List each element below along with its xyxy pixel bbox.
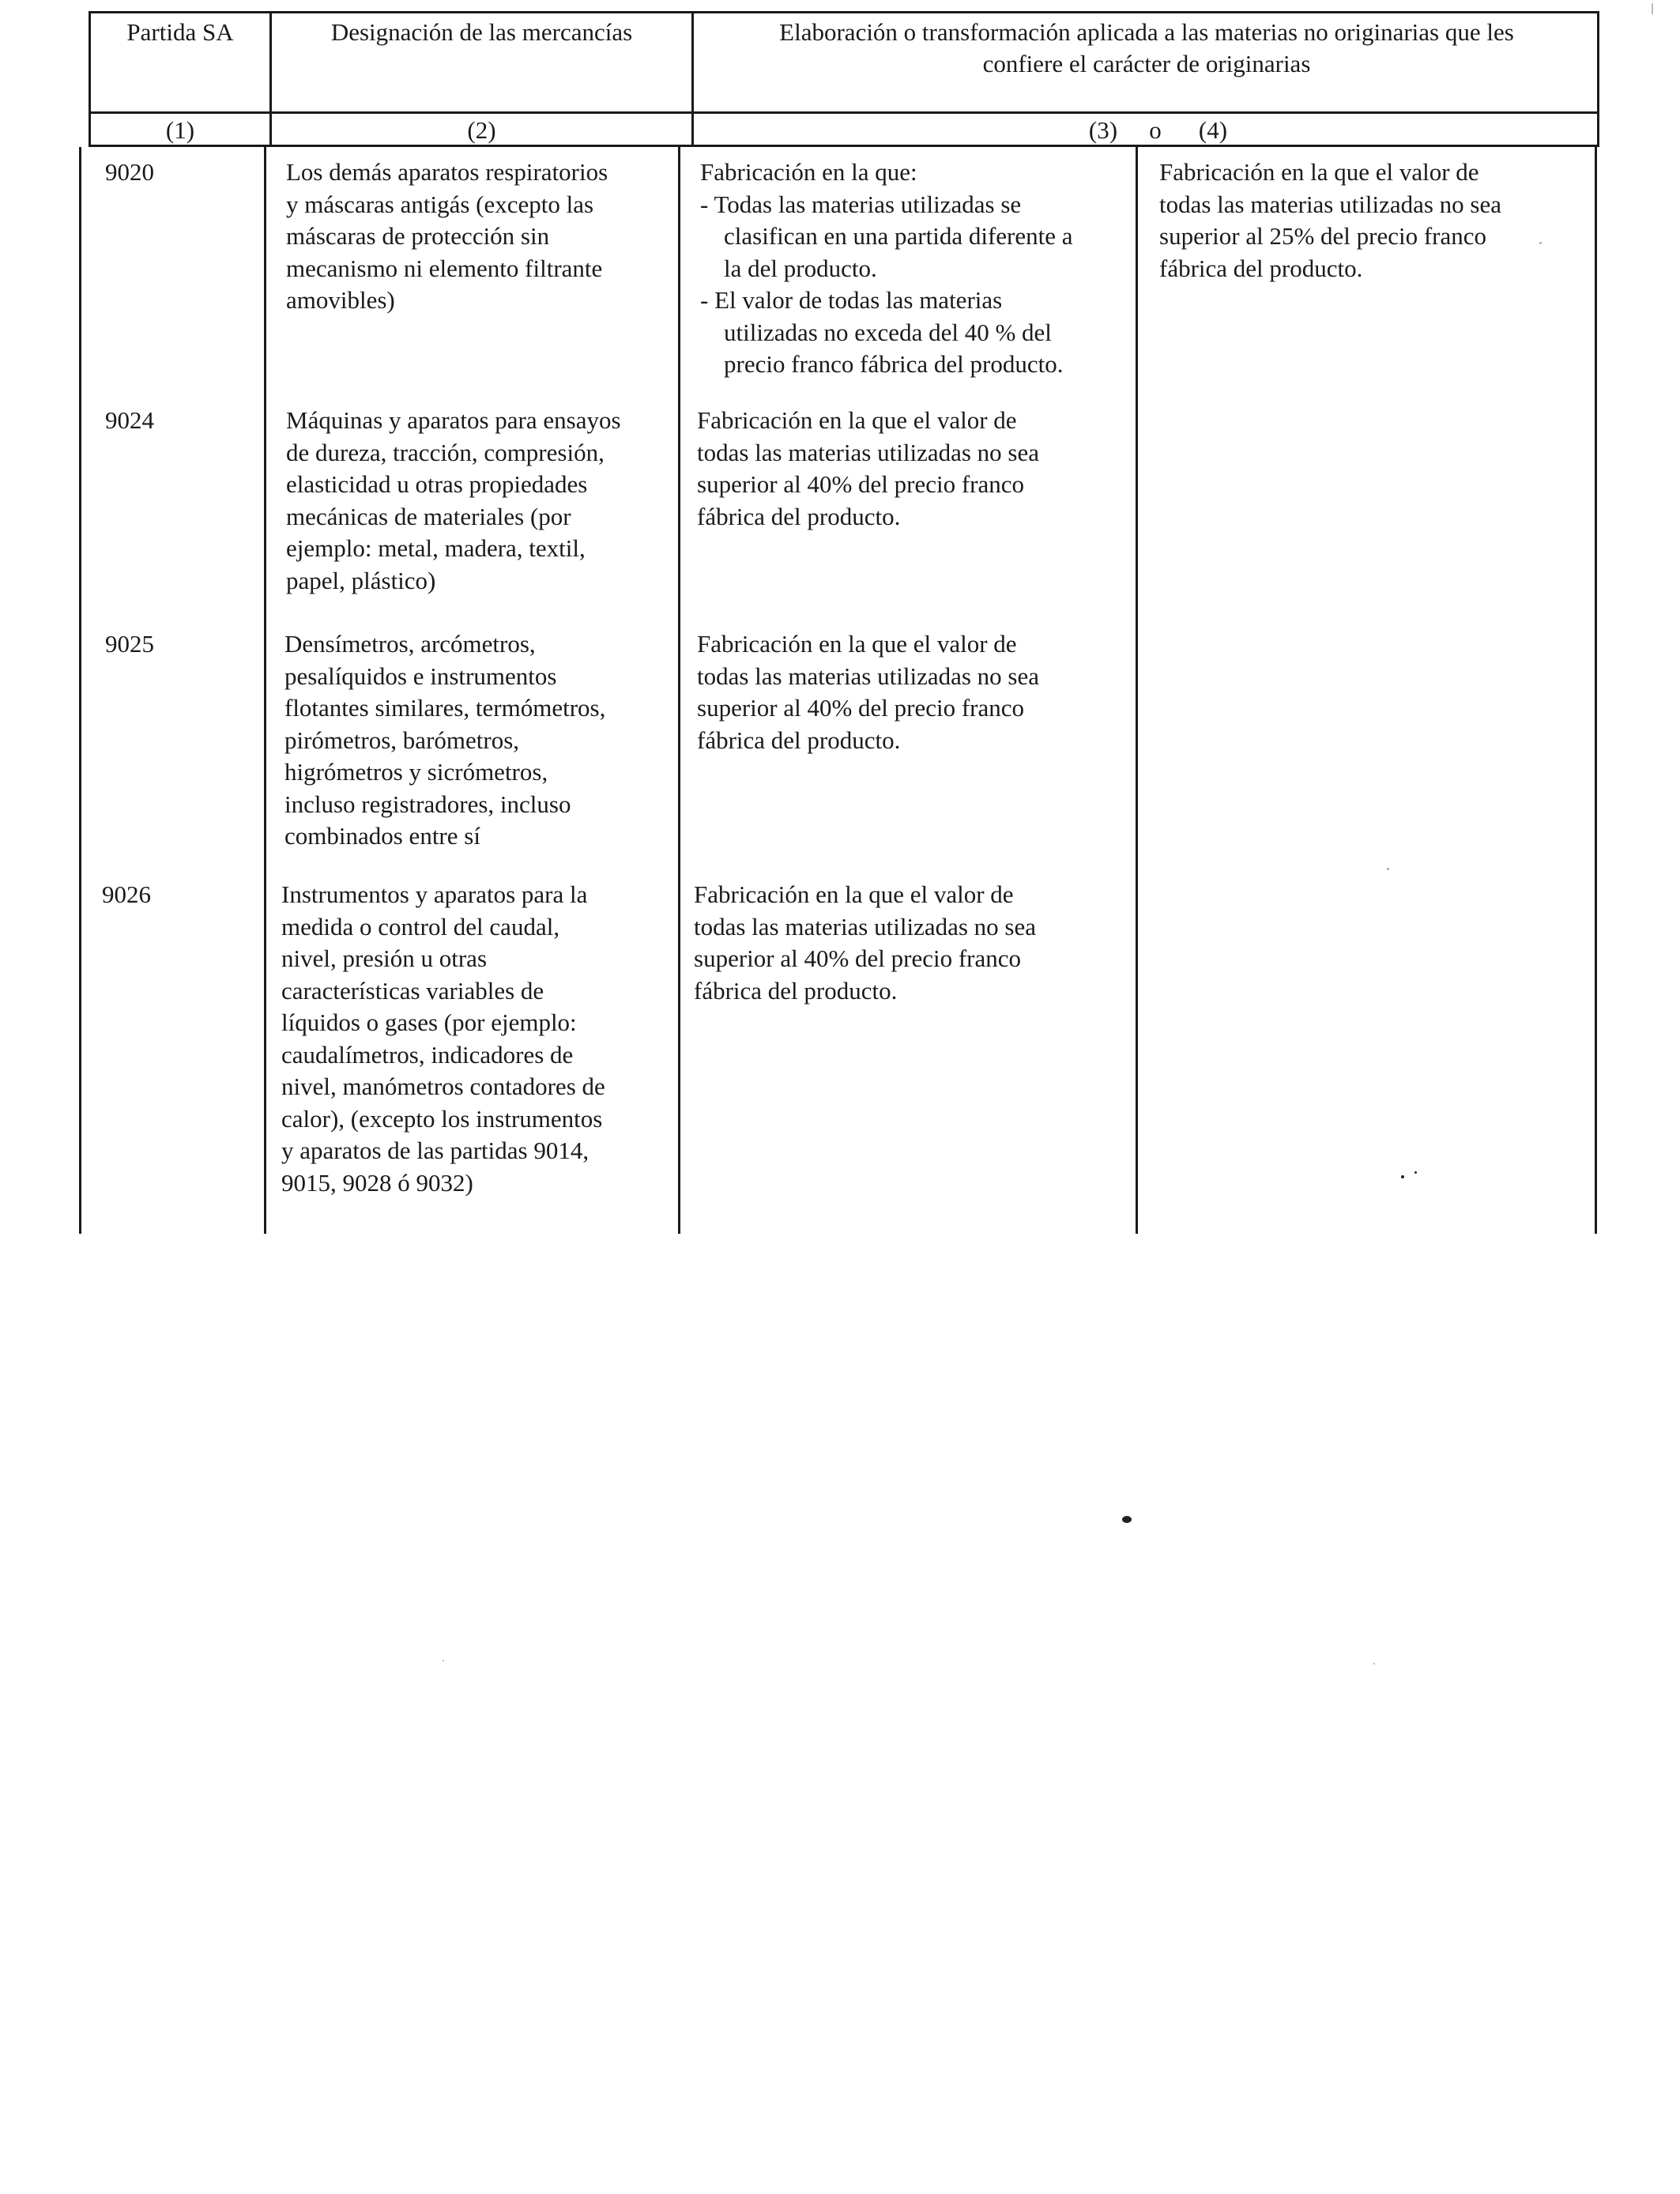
scan-speck [1401, 1175, 1404, 1178]
header-elaboracion-line-2: confiere el carácter de originarias [982, 50, 1311, 77]
row-9025-elaboration [697, 628, 1039, 756]
designation-line: líquidos o gases (por ejemplo: [281, 1008, 577, 1036]
designation-line: flotantes similares, termómetros, [284, 694, 606, 722]
designation-line: calor), (excepto los instrumentos [281, 1104, 603, 1133]
elaboration-line: precio franco fábrica del producto. [724, 350, 1064, 378]
scan-speck [443, 1660, 444, 1661]
row-9025-designation [284, 628, 605, 853]
elaboration-line: superior al 40% del precio franco [694, 944, 1022, 972]
elaboration-bullet-line: - Todas las materias utilizadas se [700, 190, 1022, 218]
elaboration-bullet-line: - El valor de todas las materias [700, 286, 1003, 314]
row-9026-code: 9026 [102, 880, 151, 908]
column-number-3: (3) [1088, 116, 1118, 144]
elaboration-line: superior al 40% del precio franco [697, 694, 1025, 722]
designation-line: combinados entre sí [284, 822, 480, 850]
column-rule-1 [264, 147, 266, 1234]
row-9020-designation [286, 156, 608, 317]
designation-line: incluso registradores, incluso [284, 790, 571, 818]
row-9024-code: 9024 [105, 406, 154, 434]
elaboration-line: Fabricación en la que el valor de [694, 880, 1014, 908]
designation-line: elasticidad u otras propiedades [286, 470, 588, 498]
header-designacion: Designación de las mercancías [330, 18, 633, 46]
row-9024-designation [286, 405, 621, 597]
elaboration-line: Fabricación en la que: [700, 158, 917, 186]
alternative-line: fábrica del producto. [1159, 254, 1363, 282]
table-header [89, 11, 1599, 147]
elaboration-line: todas las materias utilizadas no sea [697, 438, 1040, 466]
header-elaboracion-line-1: Elaboración o transformación aplicada a las materias no originarias que les [779, 18, 1514, 46]
designation-line: características variables de [281, 976, 544, 1005]
row-9020-alternative [1159, 156, 1501, 285]
designation-line: pesalíquidos e instrumentos [284, 662, 557, 690]
designation-line: nivel, manómetros contadores de [281, 1072, 605, 1100]
designation-line: Instrumentos y aparatos para la [281, 880, 588, 908]
row-9020-elaboration [700, 156, 1073, 381]
elaboration-line: fábrica del producto. [697, 502, 901, 530]
elaboration-line: todas las materias utilizadas no sea [697, 662, 1040, 690]
designation-line: nivel, presión u otras [281, 944, 488, 972]
column-rule-3 [1136, 147, 1138, 1234]
column-number-or: o [1149, 116, 1162, 144]
designation-line: papel, plástico) [286, 566, 436, 594]
column-number-4: (4) [1198, 116, 1228, 144]
scan-speck [1539, 242, 1542, 244]
elaboration-line: Fabricación en la que el valor de [697, 406, 1017, 434]
elaboration-line: la del producto. [724, 254, 877, 282]
scan-speck [1414, 1171, 1417, 1174]
scan-speck [1373, 1663, 1375, 1664]
elaboration-line: clasifican en una partida diferente a [724, 222, 1073, 250]
elaboration-line: fábrica del producto. [694, 976, 898, 1005]
designation-line: 9015, 9028 ó 9032) [281, 1168, 473, 1197]
row-9026-elaboration [694, 879, 1036, 1007]
designation-line: mecánicas de materiales (por [286, 502, 571, 530]
designation-line: Máquinas y aparatos para ensayos [286, 406, 621, 434]
designation-line: Los demás aparatos respiratorios [286, 158, 608, 186]
row-9024-elaboration [697, 405, 1039, 533]
designation-line: medida o control del caudal, [281, 912, 560, 941]
scan-speck [1122, 1516, 1132, 1523]
designation-line: caudalímetros, indicadores de [281, 1040, 574, 1069]
elaboration-line: Fabricación en la que el valor de [697, 630, 1017, 658]
header-elaboracion [694, 17, 1599, 80]
column-number-1: (1) [165, 116, 195, 144]
column-rule-right [1595, 147, 1597, 1234]
alternative-line: superior al 25% del precio franco [1159, 222, 1487, 250]
designation-line: de dureza, tracción, compresión, [286, 438, 605, 466]
row-9026-designation [281, 879, 605, 1199]
row-9020-code: 9020 [105, 158, 154, 186]
designation-line: mecanismo ni elemento filtrante [286, 254, 603, 282]
scan-speck [1387, 868, 1389, 870]
designation-line: máscaras de protección sin [286, 222, 550, 250]
row-9025-code: 9025 [105, 630, 154, 658]
elaboration-line: utilizadas no exceda del 40 % del [724, 318, 1052, 346]
elaboration-line: fábrica del producto. [697, 726, 901, 754]
elaboration-line: todas las materias utilizadas no sea [694, 912, 1037, 941]
elaboration-line: superior al 40% del precio franco [697, 470, 1025, 498]
column-rule-2 [678, 147, 680, 1234]
column-rule-left [79, 147, 81, 1234]
designation-line: y aparatos de las partidas 9014, [281, 1137, 590, 1164]
column-number-2: (2) [467, 116, 496, 144]
designation-line: ejemplo: metal, madera, textil, [286, 534, 586, 562]
designation-line: pirómetros, barómetros, [284, 726, 520, 754]
designation-line: higrómetros y sicrómetros, [284, 758, 548, 786]
designation-line: Densímetros, arcómetros, [284, 630, 536, 658]
header-partida-sa: Partida SA [126, 18, 234, 46]
alternative-line: todas las materias utilizadas no sea [1159, 190, 1502, 218]
designation-line: amovibles) [286, 286, 395, 314]
designation-line: y máscaras antigás (excepto las [286, 190, 594, 218]
alternative-line: Fabricación en la que el valor de [1159, 158, 1479, 186]
header-rule [91, 111, 1597, 114]
scan-speck [1652, 3, 1653, 14]
